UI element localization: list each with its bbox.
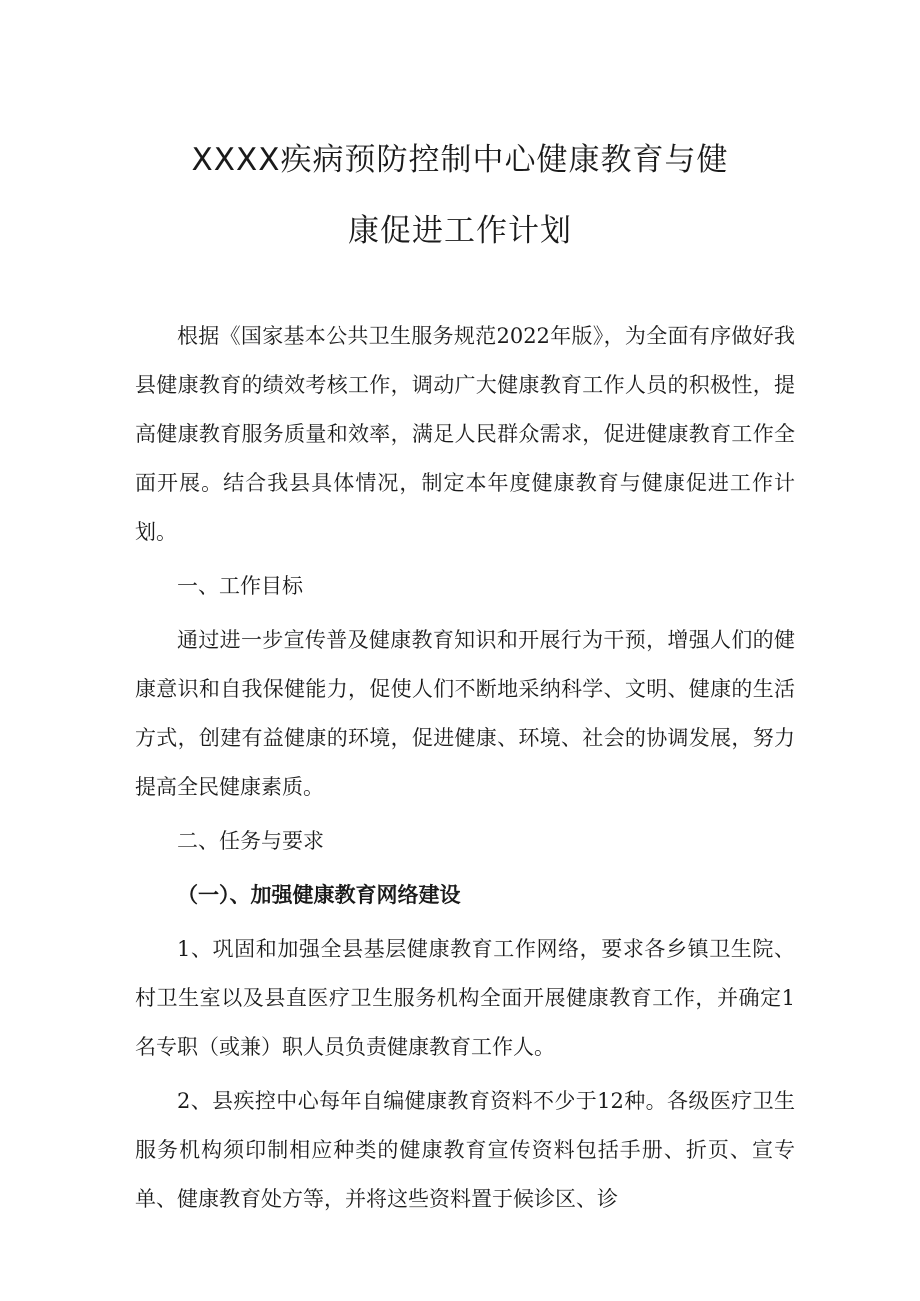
subsection-heading-network: （一）、加强健康教育网络建设 — [177, 883, 461, 907]
document-title-line-2: 康促进工作计划 — [348, 213, 572, 249]
task-item-1: 1、巩固和加强全县基层健康教育工作网络，要求各乡镇卫生院、村卫生室以及县直医疗卫生服务机构全面开展健康教育工作，并确定1名专职（或兼）职人员负责健康教育工作人。 — [135, 937, 795, 1059]
section-heading-tasks: 二、任务与要求 — [177, 829, 324, 853]
section-heading-goals: 一、工作目标 — [177, 574, 303, 598]
task-item-2: 2、县疾控中心每年自编健康教育资料不少于12种。各级医疗卫生服务机构须印制相应种类的健康教育宣传资料包括手册、折页、宣专单、健康教育处方等，并将这些资料置于候诊区、诊 — [135, 1089, 795, 1211]
goals-paragraph: 通过进一步宣传普及健康教育知识和开展行为干预，增强人们的健康意识和自我保健能力，促使人们不断地采纳科学、文明、健康的生活方式，创建有益健康的环境，促进健康、环境、社会的协调发展，努力提高全民健康素质。 — [135, 628, 795, 799]
document-body — [135, 312, 795, 1224]
document-title-line-1: XXXX疾病预防控制中心健康教育与健 — [191, 142, 729, 178]
intro-paragraph: 根据《国家基本公共卫生服务规范2022年版》，为全面有序做好我县健康教育的绩效考核工作，调动广大健康教育工作人员的积极性，提高健康教育服务质量和效率，满足人民群众需求，促进健康教育工作全面开展。结合我县具体情况，制定本年度健康教育与健康促进工作计划。 — [135, 324, 795, 544]
